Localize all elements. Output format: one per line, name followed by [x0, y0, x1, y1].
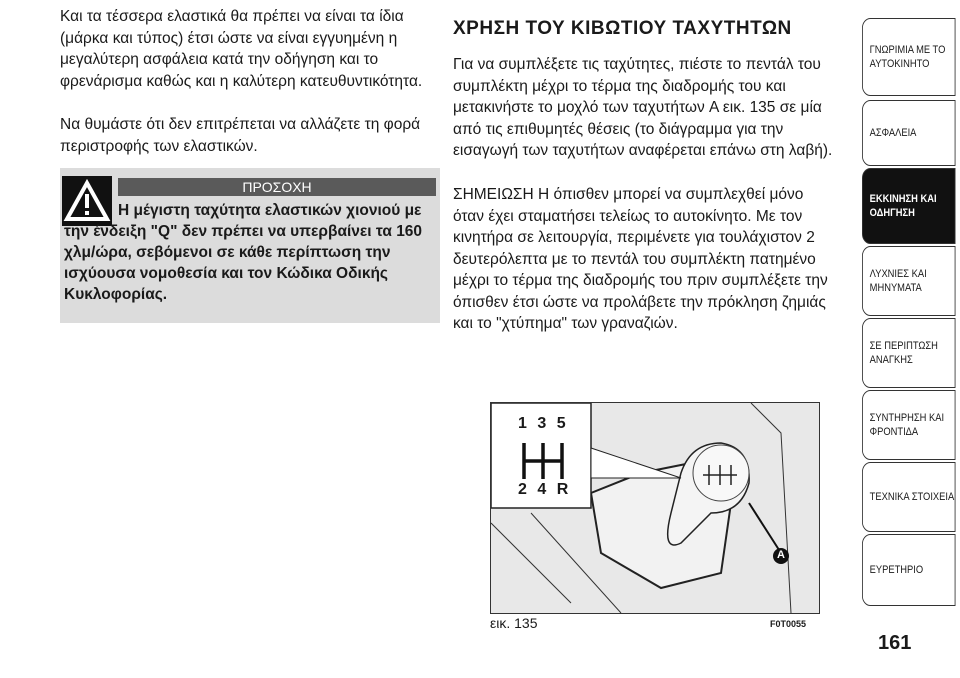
section-title: ΧΡΗΣΗ ΤΟΥ ΚΙΒΩΤΙΟΥ ΤΑΧΥΤΗΤΩΝ [453, 18, 792, 39]
paragraph: Και τα τέσσερα ελαστικά θα πρέπει να είναι τα ίδια (μάρκα και τύπος) έτσι ώστε να είναι εγγυημένη η μεγαλύτερη ασφάλεια κατά την οδήγηση και το φρενάρισμα καθώς και η καλύτερη κατευθυντικότητα. [60, 8, 423, 90]
callout-label: A [777, 549, 785, 561]
warning-box [60, 168, 440, 323]
warning-text: Η μέγιστη ταχύτητα ελαστικών χιονιού με την ένδειξη "Q" δεν πρέπει να υπερβαίνει τα 160 χλμ/ώρα, σεβόμενοι σε κάθε περίπτωση την ισχύουσα νομοθεσία και τον Κώδικα Οδικής Κυκλοφορίας. [64, 202, 423, 303]
paragraph: ΣΗΜΕΙΩΣΗ Η όπισθεν μπορεί να συμπλεχθεί μόνο όταν έχει σταματήσει τελείως το αυτοκίνητο. Με τον κινητήρα σε λειτουργία, περιμένετε για τουλάχιστον 2 δευτερόλεπτα με το πεντάλ του συμπλέκτη πατημένο μέχρι το τέρμα της διαδρομής του πριν συμπλέξετε την όπισθεν έτσι ώστε να προλάβετε την πρόκληση ζημιάς και το "χτύπημα" των γραναζιών. [453, 186, 828, 332]
tab-lights-messages[interactable]: ΛΥΧΝΙΕΣ ΚΑΙ ΜΗΝΥΜΑΤΑ [862, 246, 956, 316]
tab-maintenance[interactable]: ΣΥΝΤΗΡΗΣΗ ΚΑΙ ΦΡΟΝΤΙΔΑ [862, 390, 956, 460]
figure-caption: εικ. 135 [490, 615, 538, 631]
tab-index[interactable]: ΕΥΡΕΤΗΡΙΟ [862, 534, 956, 606]
warning-title: ΠΡΟΣΟΧΗ [118, 178, 436, 196]
gear-label-top: 1 3 5 [518, 415, 566, 432]
tab-technical-data[interactable]: ΤΕΧΝΙΚΑ ΣΤΟΙΧΕΙΑ [862, 462, 956, 532]
paragraph: Για να συμπλέξετε τις ταχύτητες, πιέστε το πεντάλ του συμπλέκτη μέχρι το τέρμα της διαδρομής του και μετακινήστε το μοχλό των ταχυτήτων A εικ. 135 σε μία από τις επιθυμητές θέσεις (το διάγραμμα για την εισαγωγή των ταχυτήτων αναφέρεται επάνω στη λαβή). [453, 56, 833, 159]
tab-safety[interactable]: ΑΣΦΑΛΕΙΑ [862, 100, 956, 166]
tab-vehicle-intro[interactable]: ΓΝΩΡΙΜΙΑ ΜΕ ΤΟ ΑΥΤΟΚΙΝΗΤΟ [862, 18, 956, 96]
tab-emergency[interactable]: ΣΕ ΠΕΡΙΠΤΩΣΗ ΑΝΑΓΚΗΣ [862, 318, 956, 388]
page-number: 161 [878, 632, 912, 654]
gear-shift-figure [490, 402, 820, 614]
gear-label-bottom: 2 4 R [518, 481, 569, 498]
paragraph: Να θυμάστε ότι δεν επιτρέπεται να αλλάζετε τη φορά περιστροφής των ελαστικών. [60, 116, 421, 155]
tab-starting-driving[interactable]: ΕΚΚΙΝΗΣΗ ΚΑΙ ΟΔΗΓΗΣΗ [862, 168, 956, 244]
figure-code: F0T0055 [770, 619, 807, 629]
